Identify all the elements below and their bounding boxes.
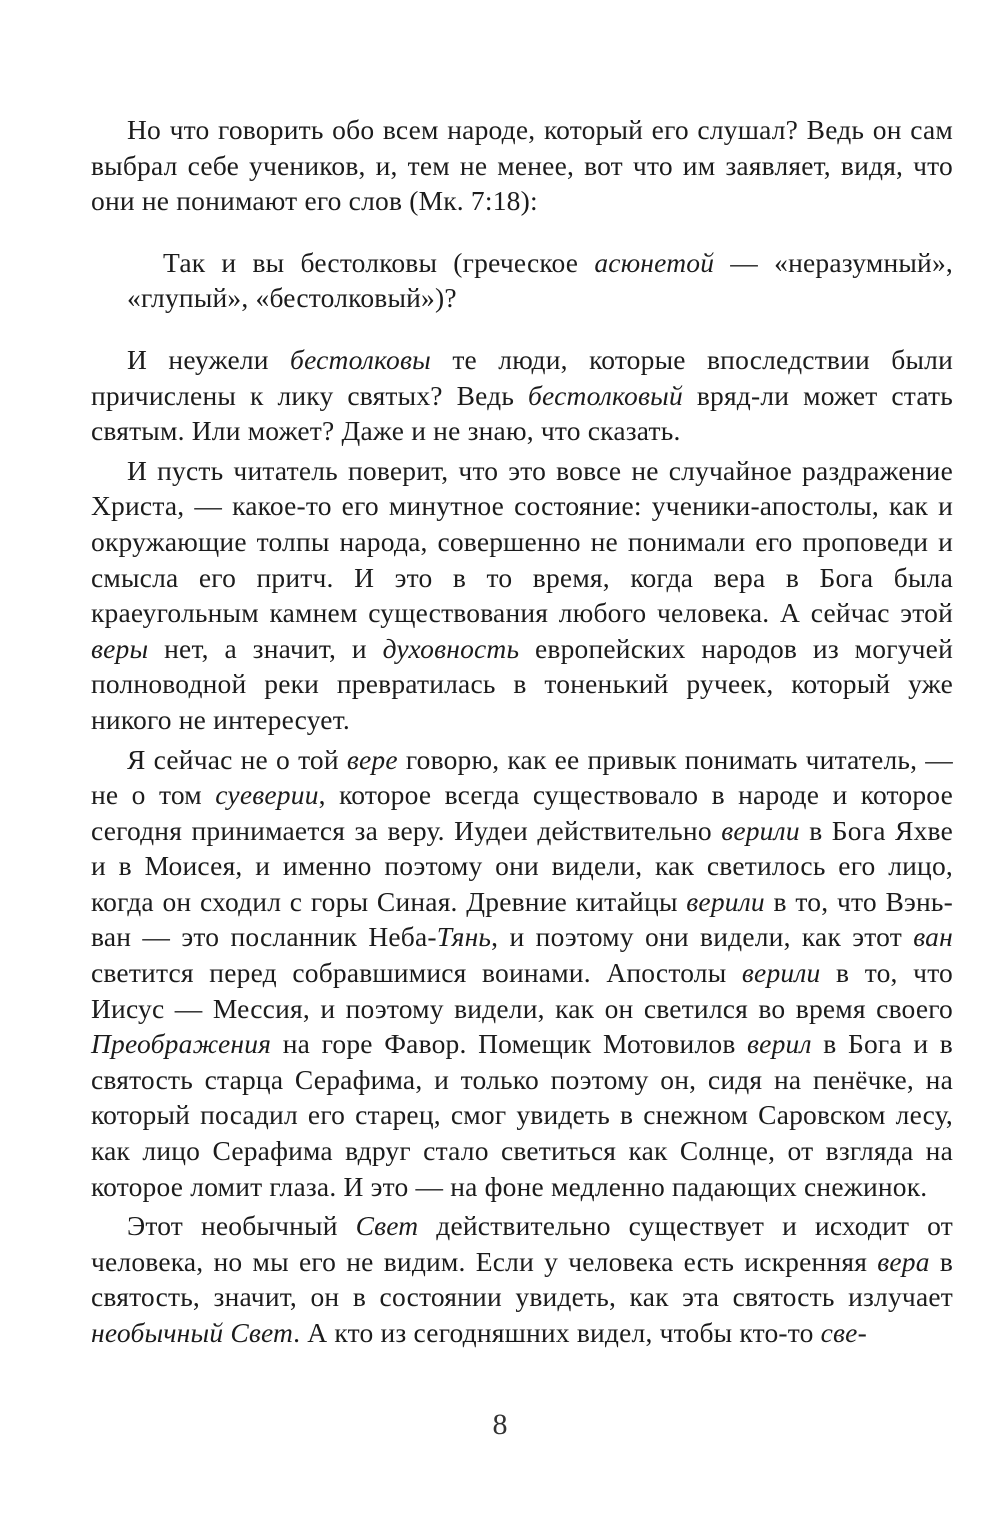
- text-run: . А кто из сегодняшних видел, чтобы кто-то: [293, 1317, 821, 1348]
- paragraph-3: [91, 453, 953, 738]
- paragraph-4: [91, 742, 953, 1205]
- text-run: нет, а значит, и: [148, 632, 383, 664]
- text-run: в то, что Иисус — Мессия, и поэтому видели, как он светился во время своего: [91, 957, 953, 1024]
- emphasis-text: све-: [820, 1317, 867, 1348]
- text-run: в Бога Яхве и в Моисея, и именно поэтому они видели, как светилось его лицо, когда он сходил с горы Синая. Древние китайцы: [91, 814, 953, 917]
- emphasis-text: веры: [91, 632, 149, 664]
- text-run: в святость, значит, он в состоянии увидеть, как эта святость излучает: [91, 1245, 954, 1313]
- emphasis-text: необычный Свет: [91, 1317, 294, 1348]
- text-run: те люди, которые впоследствии были причислены к лику святых? Ведь: [91, 343, 953, 411]
- emphasis-text: суеверии: [215, 779, 319, 811]
- text-run: И неужели: [127, 343, 291, 375]
- text-run: Я сейчас не о той: [127, 743, 347, 775]
- scripture-quote: [91, 245, 953, 316]
- text-run: на горе Фавор. Помещик Мотовилов: [271, 1028, 748, 1060]
- emphasis-text: асюнетой: [594, 246, 715, 278]
- text-run: светится перед собравшимися воинами. Апостолы: [91, 957, 742, 989]
- text-run: действительно существует и исходит от человека, но мы его не видим. Если у человека есть искренняя: [91, 1210, 953, 1277]
- text-run: в Бога и в святость старца Серафима, и только поэтому он, сидя на пенёчке, на который посадил его старец, смог увидеть в снежном Саровском лесу, как лицо Серафима вдруг стало светиться как Солнце, от взгляда на которое ломит глаза. И это — на фоне медленно падающих снежинок.: [91, 1028, 953, 1202]
- text-run: И пусть читатель поверит, что это вовсе не случайное раздражение Христа, — какое-то его минутное состояние: ученики-апостолы, как и окружающие толпы народа, совершенно не понимали его проповеди и смысла его притч. И это в то время, когда вера в Бога была краеугольным камнем существования любого человека. А сейчас этой: [91, 454, 953, 629]
- emphasis-text: духовность: [382, 632, 520, 664]
- body-text: [91, 112, 953, 1351]
- text-run: говорю, как ее привык понимать читатель, — не о том: [91, 743, 953, 811]
- text-run: Так и вы бестолковы (греческое: [163, 246, 595, 278]
- emphasis-text: верили: [721, 814, 800, 846]
- text-run: Но что говорить обо всем народе, который его слушал? Ведь он сам выбрал себе учеников, и, тем не менее, вот что им заявляет, видя, что они не понимают его слов (Мк. 7:18):: [91, 114, 953, 217]
- text-run: , которое всегда существовало в народе и которое сегодня принимается за веру. Иудеи действительно: [91, 779, 953, 846]
- text-run: в то, что Вэнь-ван — это посланник Неба-: [91, 885, 954, 953]
- emphasis-text: верили: [741, 957, 821, 989]
- text-run: Этот необычный: [127, 1210, 356, 1242]
- text-run: — «неразумный», «глупый», «бестолковый»)?: [127, 246, 953, 314]
- text-run: , и поэтому они видели, как этот: [491, 921, 914, 953]
- emphasis-text: бестолковы: [290, 343, 431, 375]
- emphasis-text: вере: [346, 743, 398, 775]
- text-run: вряд-ли может стать святым. Или может? Даже и не знаю, что сказать.: [91, 379, 953, 447]
- page-number: 8: [492, 1408, 508, 1441]
- emphasis-text: Свет: [355, 1210, 419, 1242]
- emphasis-text: верили: [686, 885, 765, 917]
- paragraph-2: [91, 342, 953, 449]
- emphasis-text: вера: [877, 1245, 930, 1277]
- text-run: европейских народов из могучей полноводной реки превратилась в тоненький ручеек, который уже никого не интересует.: [91, 632, 954, 735]
- emphasis-text: Тянь: [436, 921, 492, 953]
- emphasis-text: бестолковый: [528, 379, 683, 411]
- paragraph-5: [91, 1208, 953, 1350]
- emphasis-text: верил: [747, 1028, 812, 1060]
- emphasis-text: Преображения: [91, 1028, 272, 1060]
- emphasis-text: ван: [913, 921, 953, 953]
- paragraph-1: [91, 112, 953, 219]
